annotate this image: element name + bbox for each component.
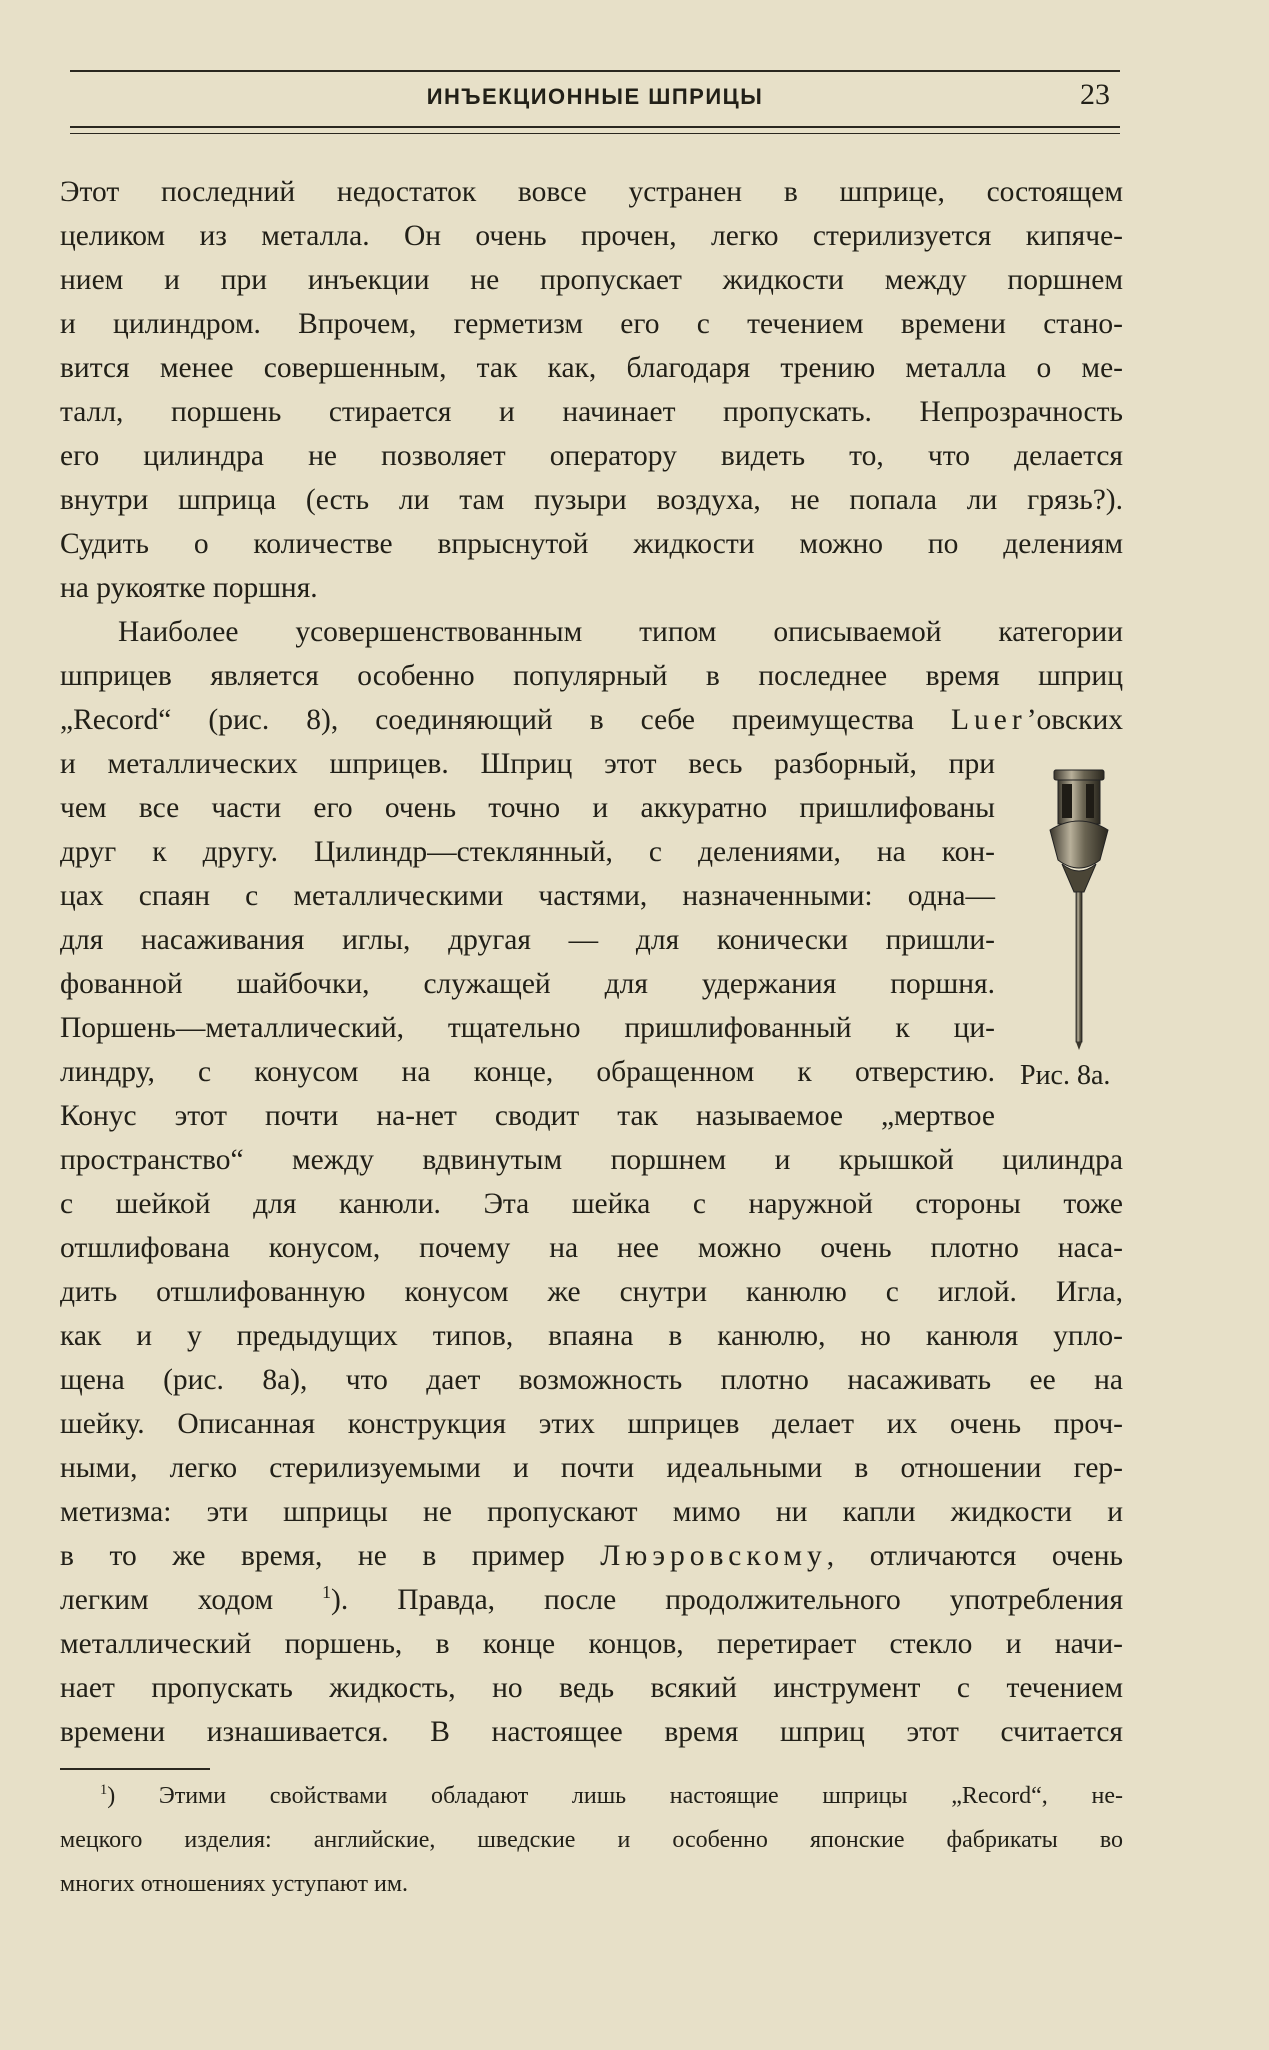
text-line: на рукоятке поршня.	[60, 572, 318, 604]
footnote-reference: 1	[322, 1582, 331, 1603]
running-title: ИНЪЕКЦИОННЫЕ ШПРИЦЫ	[426, 84, 764, 109]
text-line: дить отшлифованную конусом же снутри канюлю с иглой. Игла,	[60, 1276, 1123, 1308]
text-fragment: „Record“ (рис. 8), соединяющий в себе преимущества	[60, 704, 914, 736]
text-line	[60, 1534, 1123, 1578]
footnote-rule	[60, 1768, 210, 1770]
text-fragment: ). Правда, после продолжительного употребления	[331, 1584, 1124, 1616]
text-line: отшлифована конусом, почему на нее можно очень плотно наса-	[60, 1232, 1123, 1264]
text-line: и цилиндром. Впрочем, герметизм его с течением времени стано-	[60, 308, 1123, 340]
spaced-name-luerovskomu: Люэровскому	[600, 1540, 827, 1572]
text-line: как и у предыдущих типов, впаяна в канюлю, но канюля упло-	[60, 1320, 1123, 1352]
text-line: для насаживания иглы, другая — для конически пришли-	[60, 924, 995, 956]
text-line: друг к другу. Цилиндр—стеклянный, с делениями, на кон-	[60, 836, 995, 868]
text-line: шприцев является особенно популярный в последнее время шприц	[60, 660, 1123, 692]
footnote	[60, 1778, 1123, 1910]
text-line	[60, 698, 1123, 742]
text-line: металлический поршень, в конце концов, перетирает стекло и начи-	[60, 1628, 1123, 1660]
figure-caption: Рис. 8а.	[1020, 1060, 1111, 1091]
text-line: фованной шайбочки, служащей для удержания поршня.	[60, 968, 995, 1000]
text-line: цах спаян с металлическими частями, назначенными: одна—	[60, 880, 995, 912]
text-line: Конус этот почти на-нет сводит так называемое „мертвое	[60, 1100, 995, 1132]
text-line: пространство“ между вдвинутым поршнем и крышкой цилиндра	[60, 1144, 1123, 1176]
text-line: шейку. Описанная конструкция этих шприцев делает их очень проч-	[60, 1408, 1123, 1440]
text-line: нает пропускать жидкость, но ведь всякий инструмент с течением	[60, 1672, 1123, 1704]
text-line: талл, поршень стирается и начинает пропускать. Непрозрачность	[60, 396, 1123, 428]
text-fragment: легким ходом	[60, 1584, 274, 1616]
footnote-line	[60, 1778, 1123, 1822]
spaced-name-luer: Luer	[951, 704, 1027, 736]
body-text	[60, 170, 1123, 1754]
text-fragment: ’овских	[1026, 704, 1124, 736]
text-line: с шейкой для канюли. Эта шейка с наружной стороны тоже	[60, 1188, 1123, 1220]
figure-8a	[1020, 760, 1130, 1100]
text-line: его цилиндра не позволяет оператору видеть то, что делается	[60, 440, 1123, 472]
text-line: линдру, с конусом на конце, обращенном к отверстию.	[60, 1056, 995, 1088]
text-line: Судить о количестве впрыснутой жидкости можно по делениям	[60, 528, 1123, 560]
text-line: Этот последний недостаток вовсе устранен в шприце, состоящем	[60, 176, 1123, 208]
text-line: Поршень—металлический, тщательно пришлифованный к ци-	[60, 1012, 995, 1044]
footnote-line: мецкого изделия: английские, шведские и особенно японские фабрикаты во	[60, 1827, 1123, 1853]
text-line: ными, легко стерилизуемыми и почти идеальными в отношении гер-	[60, 1452, 1123, 1484]
text-line: нием и при инъекции не пропускает жидкости между поршнем	[60, 264, 1123, 296]
text-line: целиком из металла. Он очень прочен, легко стерилизуется кипяче-	[60, 220, 1123, 252]
header-bottom-rule	[70, 126, 1120, 134]
header-top-rule	[70, 70, 1120, 72]
text-line: вится менее совершенным, так как, благодаря трению металла о ме-	[60, 352, 1123, 384]
text-line: чем все части его очень точно и аккуратно пришлифованы	[60, 792, 995, 824]
text-line: Наиболее усовершенствованным типом описываемой категории	[118, 616, 1123, 648]
footnote-line: многих отношениях уступают им.	[60, 1871, 409, 1897]
text-fragment: , отличаются очень	[826, 1540, 1123, 1572]
text-fragment: ) Этими свойствами обладают лишь настоящие шприцы „Record“, не-	[107, 1783, 1123, 1809]
text-line: щена (рис. 8а), что дает возможность плотно насаживать ее на	[60, 1364, 1123, 1396]
text-line: времени изнашивается. В настоящее время шприц этот считается	[60, 1716, 1123, 1748]
text-line: внутри шприца (есть ли там пузыри воздуха, не попала ли грязь?).	[60, 484, 1123, 516]
syringe-needle-illustration	[1040, 760, 1120, 1050]
text-line: метизма: эти шприцы не пропускают мимо ни капли жидкости и	[60, 1496, 1123, 1528]
text-fragment: в то же время, не в пример	[60, 1540, 565, 1572]
text-line	[60, 1578, 1123, 1622]
text-line: и металлических шприцев. Шприц этот весь разборный, при	[60, 748, 995, 780]
page-number: 23	[1080, 78, 1110, 111]
footnote-mark: 1	[100, 1782, 108, 1798]
